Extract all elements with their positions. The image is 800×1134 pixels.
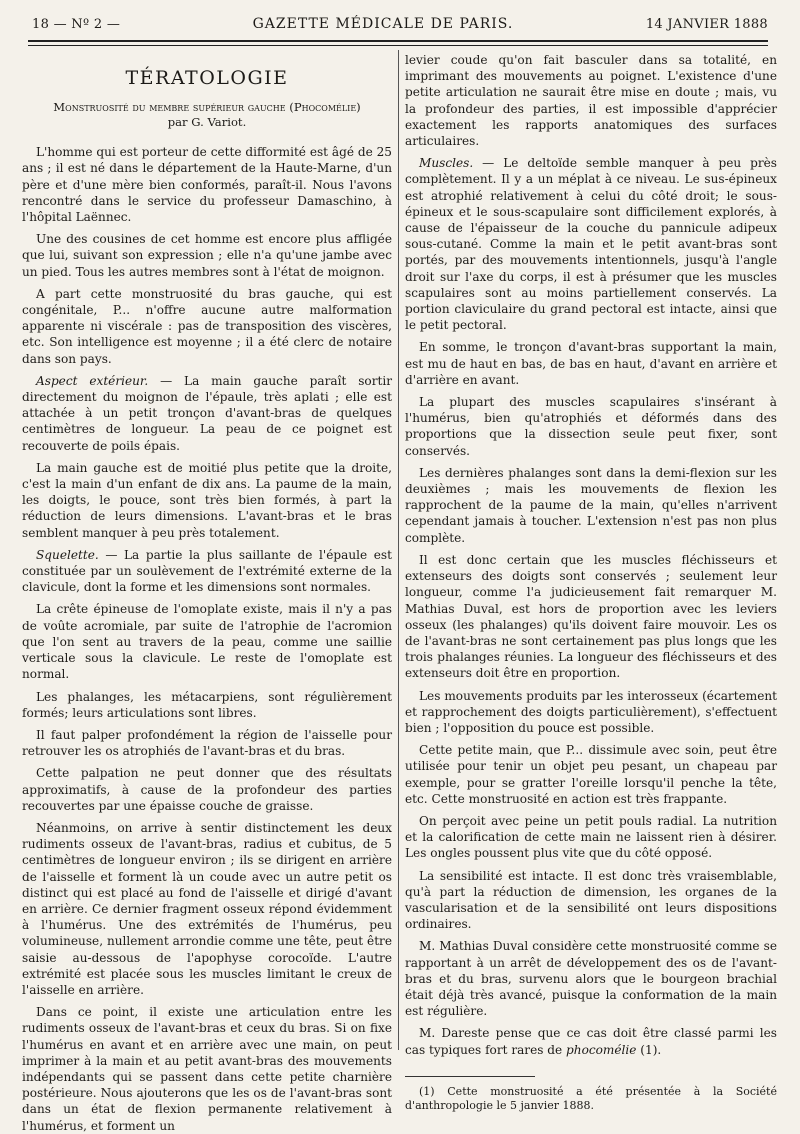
paragraph: L'homme qui est porteur de cette difformité est âgé de 25 ans ; il est né dans le département de la Haute-Marne, d'un père et d'une mère bien conformés, paraît-il. Nous l'avons rencontré dans le service du professeur Damaschino, à l'hôpital Laënnec.: [22, 145, 392, 225]
paragraph: [22, 373, 392, 454]
paragraph: La main gauche est de moitié plus petite que la droite, c'est la main d'un enfant de dix ans. La paume de la main, les doigts, le pouce, sont très bien formés, à part la réduction de leurs dimensions. L'avant-bras et le bras semblent manquer à peu près totalement.: [22, 460, 392, 540]
paragraph: La crête épineuse de l'omoplate existe, mais il n'y a pas de voûte acromiale, par suite de l'atrophie de l'acromion que l'on sent au travers de la peau, comme une saillie verticale sous la clavicule. Le reste de l'omoplate est normal.: [22, 602, 392, 682]
paragraph: La sensibilité est intacte. Il est donc très vraisemblable, qu'à part la réduction de dimension, les organes de la vascularisation et de la sensibilité ont leurs dispositions ordinaires.: [405, 868, 777, 932]
paragraph: levier coude qu'on fait basculer dans sa totalité, en imprimant des mouvements au poignet. L'existence d'une petite articulation ne saurait être mise en doute ; mais, vu la profondeur des parties, il est impossible d'apprécier exactement les rapports anatomiques des surfaces articulaires.: [405, 53, 777, 149]
section-title: TÉRATOLOGIE: [125, 67, 289, 89]
article-title-line: Monstruosité du membre supérieur gauche (Phocomélie): [53, 100, 361, 115]
page-number: 18 — Nº 2 —: [32, 17, 121, 32]
paragraph: Néanmoins, on arrive à sentir distinctement les deux rudiments osseux de l'avant-bras, radius et cubitus, de 5 centimètres de longueur environ ; ils se dirigent en arrière de l'aisselle et forment là un coude avec un autre petit os distinct qui est placé au fond de l'aisselle et dirigé d'avant en arrière. Ce dernier fragment osseux répond évidemment à l'humérus. Une des extrémités de l'humérus, peu volumineuse, nullement arrondie comme une tête, peut être saisie au-dessous de l'apophyse corocoïde. L'autre extrémité est placée sous les muscles limitant le creux de l'aisselle en arrière.: [22, 820, 392, 997]
right-column: [405, 52, 777, 1112]
column-divider: [398, 50, 399, 1050]
footnote-rule: [405, 1076, 535, 1077]
article-title: [22, 100, 392, 130]
footnote: (1) Cette monstruosité a été présentée à la Société d'anthropologie le 5 janvier 1888.: [405, 1084, 777, 1112]
paragraph: Cette palpation ne peut donner que des résultats approximatifs, à cause de la profondeur des parties recouvertes par une épaisse couche de graisse.: [22, 766, 392, 813]
paragraph: [405, 155, 777, 333]
paragraph: Cette petite main, que P... dissimule avec soin, peut être utilisée pour tenir un objet peu pesant, un chapeau par exemple, pour se gratter l'oreille lorsqu'il penche la tête, etc. Cette monstruosité en action est très frappante.: [405, 743, 777, 806]
paragraph-text: — Le deltoïde semble manquer à peu près complètement. Il y a un méplat à ce niveau. Le sus-épineux est atrophié relativement à celui du côté droit; le sous-épineux et le sous-scapulaire sont difficilement explorés, à cause de l'épaisseur de la couche du pannicule adipeux sous-cutané. Comme la main et le petit avant-bras sont portés, par des mouvements intentionnels, jusqu'à l'angle droit sur l'axe du corps, il est à présumer que les muscles scapulaires sont au moins partiellement conservés. La portion claviculaire du grand pectoral est intacte, ainsi que le petit pectoral.: [405, 156, 777, 333]
paragraph: [22, 547, 392, 596]
emphasis-term: phocomélie: [566, 1042, 637, 1057]
paragraph: A part cette monstruosité du bras gauche, qui est congénitale, P... n'offre aucune autre malformation apparente ni viscérale : pas de transposition des viscères, etc. Son intelligence est moyenne ; il a été clerc de notaire dans son pays.: [22, 286, 392, 366]
subsection-label: Squelette.: [36, 547, 99, 562]
paragraph: Les dernières phalanges sont dans la demi-flexion sur les deuxièmes ; mais les mouvements de flexion les rapprochent de la paume de la main, qu'elles n'arrivent cependant jamais à toucher. L'extension n'est pas non plus complète.: [405, 465, 777, 545]
running-head: [32, 16, 768, 38]
header-rule: [28, 40, 768, 46]
paragraph: Les mouvements produits par les interosseux (écartement et rapprochement des doigts particulièrement), s'effectuent bien ; l'opposition du pouce est possible.: [405, 688, 777, 735]
paragraph: Une des cousines de cet homme est encore plus affligée que lui, suivant son expression ; elle n'a qu'une jambe avec un pied. Tous les autres membres sont à l'état de moignon.: [22, 232, 392, 279]
paragraph: [405, 1025, 777, 1057]
journal-title: GAZETTE MÉDICALE DE PARIS.: [252, 16, 514, 32]
paragraph: Dans ce point, il existe une articulation entre les rudiments osseux de l'avant-bras et ceux du bras. Si on fixe l'humérus en avant et en arrière avec une main, on peut imprimer à la main et au petit avant-bras des mouvements indépendants qui se passent dans cette petite charnière postérieure. Nous ajouterons que les os de l'avant-bras sont dans un état de flexion permanente relativement à l'humérus, et forment un: [22, 1005, 392, 1133]
paragraph: On perçoit avec peine un petit pouls radial. La nutrition et la calorification de cette main ne laissent rien à désirer. Les ongles poussent plus vite que du côté opposé.: [405, 813, 777, 861]
article-author: par G. Variot.: [167, 115, 247, 130]
paragraph: En somme, le tronçon d'avant-bras supportant la main, est mu de haut en bas, de bas en haut, d'avant en arrière et d'arrière en avant.: [405, 340, 777, 387]
paragraph: Il faut palper profondément la région de l'aisselle pour retrouver les os atrophiés de l'avant-bras et du bras.: [22, 727, 392, 759]
paragraph: Les phalanges, les métacarpiens, sont régulièrement formés; leurs articulations sont libres.: [22, 689, 392, 720]
paragraph: Il est donc certain que les muscles fléchisseurs et extenseurs des doigts sont conservés ; seulement leur longueur, comme l'a judicieusement fait remarquer M. Mathias Duval, est hors de proportion avec les leviers osseux (les phalanges) qu'ils doivent faire mouvoir. Les os de l'avant-bras ne sont certainement pas plus longs que les trois phalanges réunies. La longueur des fléchisseurs et des extenseurs doit être en proportion.: [405, 552, 777, 681]
footnote-ref: (1).: [636, 1042, 662, 1057]
paragraph-text: — La partie la plus saillante de l'épaule est constituée par un soulèvement de l'extrémité externe de la clavicule, dont la forme et les dimensions sont normales.: [22, 547, 392, 595]
paragraph: M. Mathias Duval considère cette monstruosité comme se rapportant à un arrêt de développement des os de l'avant-bras et du bras, survenu alors que le bourgeon brachial était déjà très avancé, puisque la conformation de la main est régulière.: [405, 939, 777, 1019]
subsection-label: Muscles.: [419, 156, 474, 171]
paragraph-text: — La main gauche paraît sortir directement du moignon de l'épaule, très aplati ; elle est attachée à un petit tronçon d'avant-bras de quelques centimètres de longueur. La peau de ce poignet est recouverte de poils épais.: [22, 373, 392, 453]
paragraph: La plupart des muscles scapulaires s'insérant à l'humérus, bien qu'atrophiés et déformés dans des proportions que la dissection seule peut fixer, sont conservés.: [405, 395, 777, 458]
issue-date: 14 JANVIER 1888: [645, 17, 768, 32]
subsection-label: Aspect extérieur.: [36, 373, 149, 388]
paragraph-text: M. Dareste pense que ce cas doit être classé parmi les cas typiques fort rares de: [405, 1026, 777, 1057]
left-column: [22, 52, 392, 1133]
